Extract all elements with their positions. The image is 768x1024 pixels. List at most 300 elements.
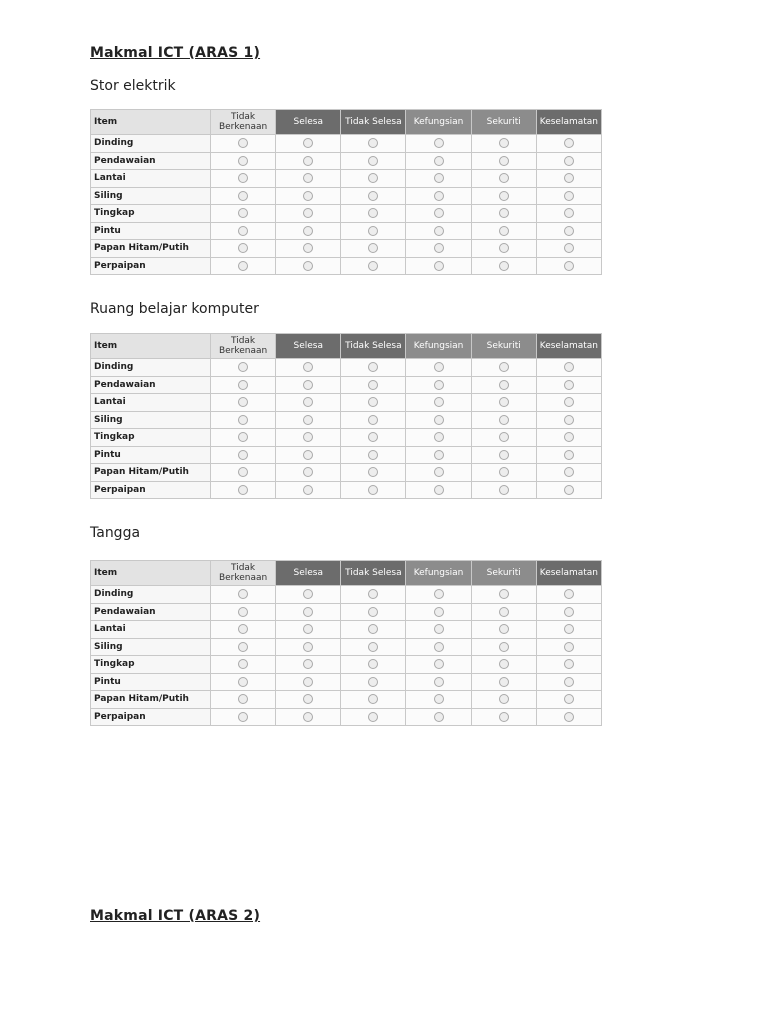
radio-button[interactable] — [368, 694, 378, 704]
radio-button[interactable] — [303, 380, 313, 390]
radio-button[interactable] — [499, 191, 509, 201]
radio-cell — [536, 222, 601, 240]
radio-cell — [471, 603, 536, 621]
radio-cell — [536, 257, 601, 275]
radio-cell — [341, 586, 406, 604]
radio-button[interactable] — [434, 712, 444, 722]
radio-cell — [276, 187, 341, 205]
radio-cell — [341, 359, 406, 377]
radio-button[interactable] — [303, 467, 313, 477]
radio-cell — [276, 481, 341, 499]
radio-button[interactable] — [303, 397, 313, 407]
radio-button[interactable] — [499, 694, 509, 704]
radio-button[interactable] — [564, 243, 574, 253]
radio-button[interactable] — [368, 589, 378, 599]
radio-cell — [276, 222, 341, 240]
radio-button[interactable] — [434, 432, 444, 442]
radio-cell — [406, 586, 471, 604]
radio-button[interactable] — [303, 624, 313, 634]
radio-button[interactable] — [368, 485, 378, 495]
radio-button[interactable] — [499, 659, 509, 669]
radio-cell — [341, 411, 406, 429]
radio-cell — [536, 691, 601, 709]
radio-cell — [471, 240, 536, 258]
radio-button[interactable] — [434, 642, 444, 652]
radio-button[interactable] — [238, 659, 248, 669]
radio-cell — [211, 205, 276, 223]
radio-cell — [406, 673, 471, 691]
radio-button[interactable] — [368, 380, 378, 390]
radio-cell — [406, 359, 471, 377]
section-title-stor-elektrik: Stor elektrik — [90, 78, 176, 94]
radio-cell — [536, 394, 601, 412]
radio-cell — [471, 394, 536, 412]
radio-cell — [341, 621, 406, 639]
radio-cell — [536, 429, 601, 447]
radio-button[interactable] — [368, 450, 378, 460]
radio-button[interactable] — [564, 642, 574, 652]
radio-button[interactable] — [499, 243, 509, 253]
radio-button[interactable] — [434, 694, 444, 704]
column-header-item: Item — [91, 110, 211, 135]
radio-cell — [211, 464, 276, 482]
radio-button[interactable] — [238, 243, 248, 253]
radio-button[interactable] — [499, 624, 509, 634]
radio-cell — [341, 376, 406, 394]
radio-cell — [471, 481, 536, 499]
radio-cell — [406, 411, 471, 429]
radio-button[interactable] — [303, 362, 313, 372]
radio-cell — [276, 394, 341, 412]
row-label: Pendawaian — [91, 152, 211, 170]
radio-button[interactable] — [238, 397, 248, 407]
radio-button[interactable] — [238, 156, 248, 166]
row-label: Tingkap — [91, 205, 211, 223]
radio-cell — [406, 464, 471, 482]
radio-cell — [471, 170, 536, 188]
radio-button[interactable] — [564, 261, 574, 271]
column-header-tidak-selesa: Tidak Selesa — [341, 334, 406, 359]
radio-cell — [211, 708, 276, 726]
radio-button[interactable] — [499, 712, 509, 722]
radio-cell — [536, 240, 601, 258]
radio-button[interactable] — [238, 712, 248, 722]
row-label: Pintu — [91, 222, 211, 240]
radio-button[interactable] — [368, 191, 378, 201]
radio-cell — [276, 411, 341, 429]
column-header-tidak-selesa: Tidak Selesa — [341, 110, 406, 135]
section-title-ruang-belajar-komputer: Ruang belajar komputer — [90, 301, 259, 317]
radio-button[interactable] — [564, 415, 574, 425]
table-row — [91, 429, 602, 447]
radio-button[interactable] — [499, 397, 509, 407]
radio-button[interactable] — [564, 208, 574, 218]
radio-button[interactable] — [434, 156, 444, 166]
radio-button[interactable] — [564, 694, 574, 704]
radio-button[interactable] — [564, 173, 574, 183]
radio-button[interactable] — [434, 450, 444, 460]
radio-button[interactable] — [564, 607, 574, 617]
radio-cell — [536, 673, 601, 691]
radio-cell — [536, 446, 601, 464]
radio-cell — [406, 135, 471, 153]
radio-cell — [276, 691, 341, 709]
radio-button[interactable] — [238, 415, 248, 425]
radio-cell — [341, 673, 406, 691]
radio-button[interactable] — [303, 694, 313, 704]
column-header-keselamatan: Keselamatan — [536, 561, 601, 586]
radio-button[interactable] — [434, 261, 444, 271]
radio-button[interactable] — [434, 659, 444, 669]
radio-button[interactable] — [434, 415, 444, 425]
radio-button[interactable] — [303, 589, 313, 599]
radio-button[interactable] — [434, 607, 444, 617]
radio-button[interactable] — [303, 415, 313, 425]
radio-cell — [471, 257, 536, 275]
radio-cell — [276, 464, 341, 482]
row-label: Lantai — [91, 621, 211, 639]
radio-button[interactable] — [238, 624, 248, 634]
radio-cell — [341, 135, 406, 153]
section-title-tangga: Tangga — [90, 525, 141, 541]
radio-cell — [406, 621, 471, 639]
radio-cell — [211, 170, 276, 188]
radio-cell — [341, 464, 406, 482]
radio-cell — [341, 638, 406, 656]
radio-button[interactable] — [499, 415, 509, 425]
radio-cell — [471, 222, 536, 240]
radio-cell — [211, 586, 276, 604]
radio-button[interactable] — [499, 642, 509, 652]
radio-cell — [276, 257, 341, 275]
row-label: Siling — [91, 187, 211, 205]
column-header-kefungsian: Kefungsian — [406, 110, 471, 135]
radio-cell — [211, 257, 276, 275]
radio-cell — [471, 586, 536, 604]
radio-cell — [341, 691, 406, 709]
radio-button[interactable] — [434, 173, 444, 183]
radio-button[interactable] — [434, 485, 444, 495]
column-header-tidak-selesa: Tidak Selesa — [341, 561, 406, 586]
radio-cell — [536, 603, 601, 621]
radio-button[interactable] — [368, 642, 378, 652]
radio-button[interactable] — [499, 261, 509, 271]
radio-button[interactable] — [564, 450, 574, 460]
radio-button[interactable] — [238, 191, 248, 201]
radio-cell — [536, 170, 601, 188]
radio-cell — [471, 376, 536, 394]
radio-button[interactable] — [368, 243, 378, 253]
radio-button[interactable] — [238, 226, 248, 236]
radio-button[interactable] — [303, 659, 313, 669]
radio-button[interactable] — [303, 712, 313, 722]
row-label: Lantai — [91, 170, 211, 188]
radio-button[interactable] — [368, 467, 378, 477]
radio-cell — [276, 359, 341, 377]
radio-button[interactable] — [564, 624, 574, 634]
column-header-sekuriti: Sekuriti — [471, 334, 536, 359]
radio-button[interactable] — [564, 226, 574, 236]
radio-button[interactable] — [434, 243, 444, 253]
row-label: Perpaipan — [91, 257, 211, 275]
column-header-item: Item — [91, 334, 211, 359]
radio-cell — [406, 429, 471, 447]
column-header-kefungsian: Kefungsian — [406, 561, 471, 586]
column-header-kefungsian: Kefungsian — [406, 334, 471, 359]
radio-button[interactable] — [434, 208, 444, 218]
radio-button[interactable] — [564, 432, 574, 442]
radio-button[interactable] — [303, 485, 313, 495]
radio-cell — [406, 481, 471, 499]
radio-button[interactable] — [368, 261, 378, 271]
radio-button[interactable] — [368, 226, 378, 236]
radio-button[interactable] — [564, 397, 574, 407]
radio-cell — [536, 187, 601, 205]
radio-cell — [471, 205, 536, 223]
assessment-table-stor-elektrik — [90, 109, 602, 275]
radio-cell — [276, 603, 341, 621]
radio-cell — [341, 222, 406, 240]
table-row — [91, 638, 602, 656]
row-label: Pendawaian — [91, 603, 211, 621]
radio-cell — [211, 691, 276, 709]
radio-button[interactable] — [238, 589, 248, 599]
radio-button[interactable] — [499, 589, 509, 599]
row-label: Perpaipan — [91, 708, 211, 726]
row-label: Siling — [91, 411, 211, 429]
radio-button[interactable] — [564, 677, 574, 687]
table-row — [91, 376, 602, 394]
radio-button[interactable] — [303, 191, 313, 201]
radio-cell — [536, 411, 601, 429]
radio-cell — [341, 205, 406, 223]
radio-cell — [406, 205, 471, 223]
radio-button[interactable] — [303, 156, 313, 166]
radio-cell — [471, 187, 536, 205]
radio-cell — [276, 376, 341, 394]
radio-button[interactable] — [499, 607, 509, 617]
radio-button[interactable] — [499, 208, 509, 218]
radio-button[interactable] — [564, 659, 574, 669]
radio-button[interactable] — [499, 173, 509, 183]
radio-button[interactable] — [499, 450, 509, 460]
radio-button[interactable] — [499, 677, 509, 687]
row-label: Papan Hitam/Putih — [91, 691, 211, 709]
column-header-keselamatan: Keselamatan — [536, 334, 601, 359]
radio-button[interactable] — [368, 138, 378, 148]
radio-cell — [341, 152, 406, 170]
radio-button[interactable] — [499, 380, 509, 390]
table-row — [91, 222, 602, 240]
column-header-tidak-berkenaan: Tidak Berkenaan — [211, 110, 276, 135]
radio-button[interactable] — [368, 712, 378, 722]
radio-cell — [406, 222, 471, 240]
radio-button[interactable] — [434, 362, 444, 372]
radio-button[interactable] — [368, 415, 378, 425]
radio-cell — [471, 359, 536, 377]
column-header-selesa: Selesa — [276, 334, 341, 359]
radio-cell — [211, 481, 276, 499]
radio-button[interactable] — [499, 226, 509, 236]
radio-cell — [276, 240, 341, 258]
radio-cell — [536, 708, 601, 726]
radio-cell — [211, 656, 276, 674]
radio-button[interactable] — [303, 607, 313, 617]
radio-button[interactable] — [238, 432, 248, 442]
radio-button[interactable] — [238, 261, 248, 271]
radio-cell — [341, 240, 406, 258]
radio-button[interactable] — [499, 156, 509, 166]
radio-cell — [276, 656, 341, 674]
radio-button[interactable] — [303, 642, 313, 652]
radio-button[interactable] — [368, 156, 378, 166]
column-header-sekuriti: Sekuriti — [471, 110, 536, 135]
radio-button[interactable] — [564, 191, 574, 201]
radio-cell — [211, 673, 276, 691]
radio-cell — [341, 394, 406, 412]
table-header-row — [91, 561, 602, 586]
radio-button[interactable] — [238, 450, 248, 460]
radio-button[interactable] — [434, 589, 444, 599]
radio-button[interactable] — [368, 208, 378, 218]
page-title-aras-2: Makmal ICT (ARAS 2) — [90, 908, 261, 924]
radio-cell — [471, 638, 536, 656]
radio-cell — [276, 170, 341, 188]
table-row — [91, 586, 602, 604]
radio-cell — [536, 586, 601, 604]
radio-cell — [406, 170, 471, 188]
radio-button[interactable] — [434, 467, 444, 477]
radio-button[interactable] — [238, 173, 248, 183]
radio-button[interactable] — [434, 380, 444, 390]
radio-button[interactable] — [238, 362, 248, 372]
table-row — [91, 170, 602, 188]
radio-cell — [536, 205, 601, 223]
radio-button[interactable] — [499, 485, 509, 495]
column-header-tidak-berkenaan: Tidak Berkenaan — [211, 561, 276, 586]
radio-button[interactable] — [238, 694, 248, 704]
column-header-keselamatan: Keselamatan — [536, 110, 601, 135]
radio-cell — [211, 135, 276, 153]
table-row — [91, 708, 602, 726]
radio-button[interactable] — [238, 208, 248, 218]
radio-button[interactable] — [303, 261, 313, 271]
radio-button[interactable] — [238, 642, 248, 652]
radio-button[interactable] — [434, 226, 444, 236]
radio-button[interactable] — [564, 138, 574, 148]
column-header-selesa: Selesa — [276, 110, 341, 135]
radio-button[interactable] — [238, 677, 248, 687]
radio-cell — [471, 673, 536, 691]
table-row — [91, 691, 602, 709]
radio-cell — [536, 152, 601, 170]
radio-button[interactable] — [303, 677, 313, 687]
radio-button[interactable] — [564, 712, 574, 722]
radio-cell — [471, 135, 536, 153]
radio-button[interactable] — [564, 156, 574, 166]
table-row — [91, 257, 602, 275]
radio-button[interactable] — [499, 362, 509, 372]
row-label: Dinding — [91, 359, 211, 377]
column-header-sekuriti: Sekuriti — [471, 561, 536, 586]
radio-button[interactable] — [303, 173, 313, 183]
radio-button[interactable] — [434, 138, 444, 148]
radio-button[interactable] — [368, 659, 378, 669]
radio-cell — [211, 621, 276, 639]
table-header-row — [91, 334, 602, 359]
radio-button[interactable] — [434, 397, 444, 407]
table-row — [91, 603, 602, 621]
radio-button[interactable] — [368, 432, 378, 442]
radio-cell — [276, 205, 341, 223]
radio-cell — [536, 621, 601, 639]
radio-button[interactable] — [499, 467, 509, 477]
radio-cell — [211, 240, 276, 258]
radio-button[interactable] — [303, 450, 313, 460]
radio-cell — [276, 446, 341, 464]
radio-button[interactable] — [238, 607, 248, 617]
radio-button[interactable] — [499, 138, 509, 148]
radio-button[interactable] — [499, 432, 509, 442]
radio-button[interactable] — [238, 467, 248, 477]
radio-button[interactable] — [564, 485, 574, 495]
radio-cell — [341, 481, 406, 499]
radio-cell — [341, 257, 406, 275]
radio-button[interactable] — [564, 380, 574, 390]
radio-button[interactable] — [434, 677, 444, 687]
radio-button[interactable] — [303, 138, 313, 148]
radio-cell — [211, 411, 276, 429]
radio-button[interactable] — [238, 485, 248, 495]
radio-cell — [471, 656, 536, 674]
radio-cell — [406, 187, 471, 205]
radio-button[interactable] — [303, 226, 313, 236]
radio-cell — [406, 603, 471, 621]
radio-cell — [341, 446, 406, 464]
radio-cell — [211, 187, 276, 205]
row-label: Pintu — [91, 446, 211, 464]
table-row — [91, 673, 602, 691]
radio-cell — [211, 429, 276, 447]
radio-button[interactable] — [564, 467, 574, 477]
radio-button[interactable] — [238, 380, 248, 390]
column-header-tidak-berkenaan: Tidak Berkenaan — [211, 334, 276, 359]
row-label: Lantai — [91, 394, 211, 412]
radio-button[interactable] — [434, 624, 444, 634]
radio-button[interactable] — [368, 624, 378, 634]
radio-button[interactable] — [238, 138, 248, 148]
radio-button[interactable] — [303, 208, 313, 218]
row-label: Siling — [91, 638, 211, 656]
radio-cell — [406, 240, 471, 258]
radio-button[interactable] — [368, 607, 378, 617]
radio-button[interactable] — [303, 243, 313, 253]
radio-cell — [406, 394, 471, 412]
radio-button[interactable] — [434, 191, 444, 201]
column-header-selesa: Selesa — [276, 561, 341, 586]
radio-button[interactable] — [303, 432, 313, 442]
radio-cell — [341, 170, 406, 188]
radio-cell — [276, 135, 341, 153]
radio-cell — [471, 691, 536, 709]
radio-button[interactable] — [368, 173, 378, 183]
radio-button[interactable] — [368, 677, 378, 687]
radio-button[interactable] — [564, 589, 574, 599]
radio-cell — [406, 152, 471, 170]
radio-button[interactable] — [368, 362, 378, 372]
radio-button[interactable] — [564, 362, 574, 372]
radio-button[interactable] — [368, 397, 378, 407]
